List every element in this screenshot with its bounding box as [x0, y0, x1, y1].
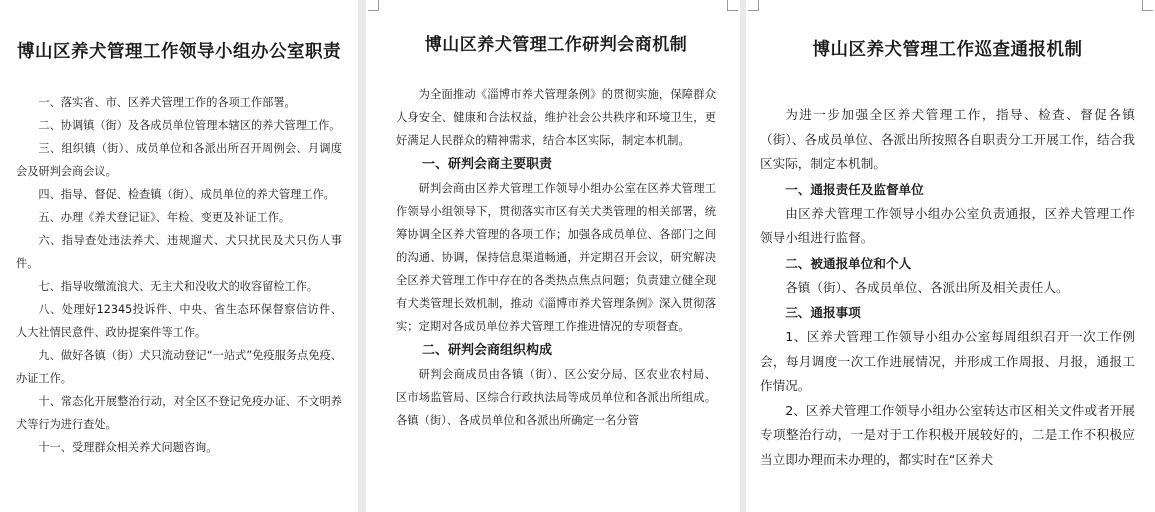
duty-item: 十、常态化开展整治行动，对全区不登记免疫办证、不文明养犬等行为进行查处。 [16, 395, 342, 431]
duty-item: 八、处理好12345投诉件、中央、省生态环保督察信访件、人大社情民意件、政协提案件等工作。 [16, 303, 342, 339]
section-heading: 三、通报事项 [785, 305, 861, 320]
section-heading: 二、被通报单位和个人 [785, 255, 912, 271]
section-body: 研判会商由区养犬管理工作领导小组办公室在区养犬管理工作领导小组领导下，贯彻落实市区有关犬类管理的相关部署，统筹协调全区养犬管理的各项工作；加强各成员单位、各部门之间的沟通、协调，保持信息渠道畅通，并定期召开会议，研究解决全区养犬管理工作中存在的各类热点焦点问题；负责建立健全现有犬类管理长效机制，推动《淄博市养犬管理条例》深入贯彻落实；定期对各成员单位养犬管理工作推进情况的专项督查。 [396, 182, 716, 333]
page-corner-mark [727, 0, 738, 11]
duty-item: 五、办理《养犬登记证》、年检、变更及补证工作。 [38, 211, 291, 224]
section-body: 研判会商成员由各镇（街）、区公安分局、区农业农村局、区市场监管局、区综合行政执法局等成员单位和各派出所组成。各镇（街）、各成员单位和各派出所确定一名分管 [396, 368, 716, 427]
page-title: 博山区养犬管理工作领导小组办公室职责 [17, 42, 341, 62]
section-body: 2、区养犬管理工作领导小组办公室转达市区相关文件或者开展专项整治行动，一是对于工作积极开展较好的，二是工作不积极应当立即办理而未办理的，都实时在“区养犬 [760, 402, 1135, 467]
section-heading: 一、研判会商主要职责 [422, 157, 553, 172]
duty-item: 六、指导查处违法养犬、违规遛犬、犬只扰民及犬只伤人事件。 [16, 234, 342, 270]
section-heading: 一、通报责任及监督单位 [785, 181, 924, 197]
duty-item: 一、落实省、市、区养犬管理工作的各项工作部署。 [38, 96, 296, 109]
duty-item: 四、指导、督促、检查镇（街）、成员单位的养犬管理工作。 [38, 188, 335, 201]
duty-item: 十一、受理群众相关养犬问题咨询。 [38, 441, 218, 454]
page-corner-mark [748, 0, 759, 11]
duty-item: 九、做好各镇（街）犬只流动登记“一站式”免疫服务点免疫、办证工作。 [16, 349, 342, 385]
section-body: 1、区养犬管理工作领导小组办公室每周组织召开一次工作例会，每月调度一次工作进展情况，并形成工作周报、月报，通报工作情况。 [760, 329, 1135, 393]
document-page-inspection-mechanism [746, 0, 1155, 512]
page-title: 博山区养犬管理工作巡查通报机制 [812, 40, 1083, 60]
duty-item: 三、组织镇（街）、成员单位和各派出所召开周例会、月调度会及研判会商会议。 [16, 142, 342, 178]
document-page-leader-office-duties [0, 0, 358, 512]
duty-item: 二、协调镇（街）及各成员单位管理本辖区的养犬管理工作。 [38, 119, 341, 132]
duty-item: 七、指导收缴流浪犬、无主犬和没收犬的收容留检工作。 [38, 280, 319, 293]
intro-paragraph: 为进一步加强全区养犬管理工作，指导、检查、督促各镇（街）、各成员单位、各派出所按照各自职责分工开展工作，结合我区实际，制定本机制。 [760, 107, 1135, 171]
intro-paragraph: 为全面推动《淄博市养犬管理条例》的贯彻实施，保障群众人身安全、健康和合法权益，维护社会公共秩序和环境卫生，更好满足人民群众的精神需求，结合本区实际，制定本机制。 [396, 88, 716, 147]
page-corner-mark [368, 0, 379, 11]
page-corner-mark [1142, 0, 1153, 11]
page-title: 博山区养犬管理工作研判会商机制 [424, 35, 688, 55]
section-body: 由区养犬管理工作领导小组办公室负责通报，区养犬管理工作领导小组进行监督。 [760, 205, 1135, 245]
section-body: 各镇（街）、各成员单位、各派出所及相关责任人。 [785, 279, 1069, 295]
section-heading: 二、研判会商组织构成 [422, 343, 553, 358]
document-page-consultation-mechanism [366, 0, 740, 512]
